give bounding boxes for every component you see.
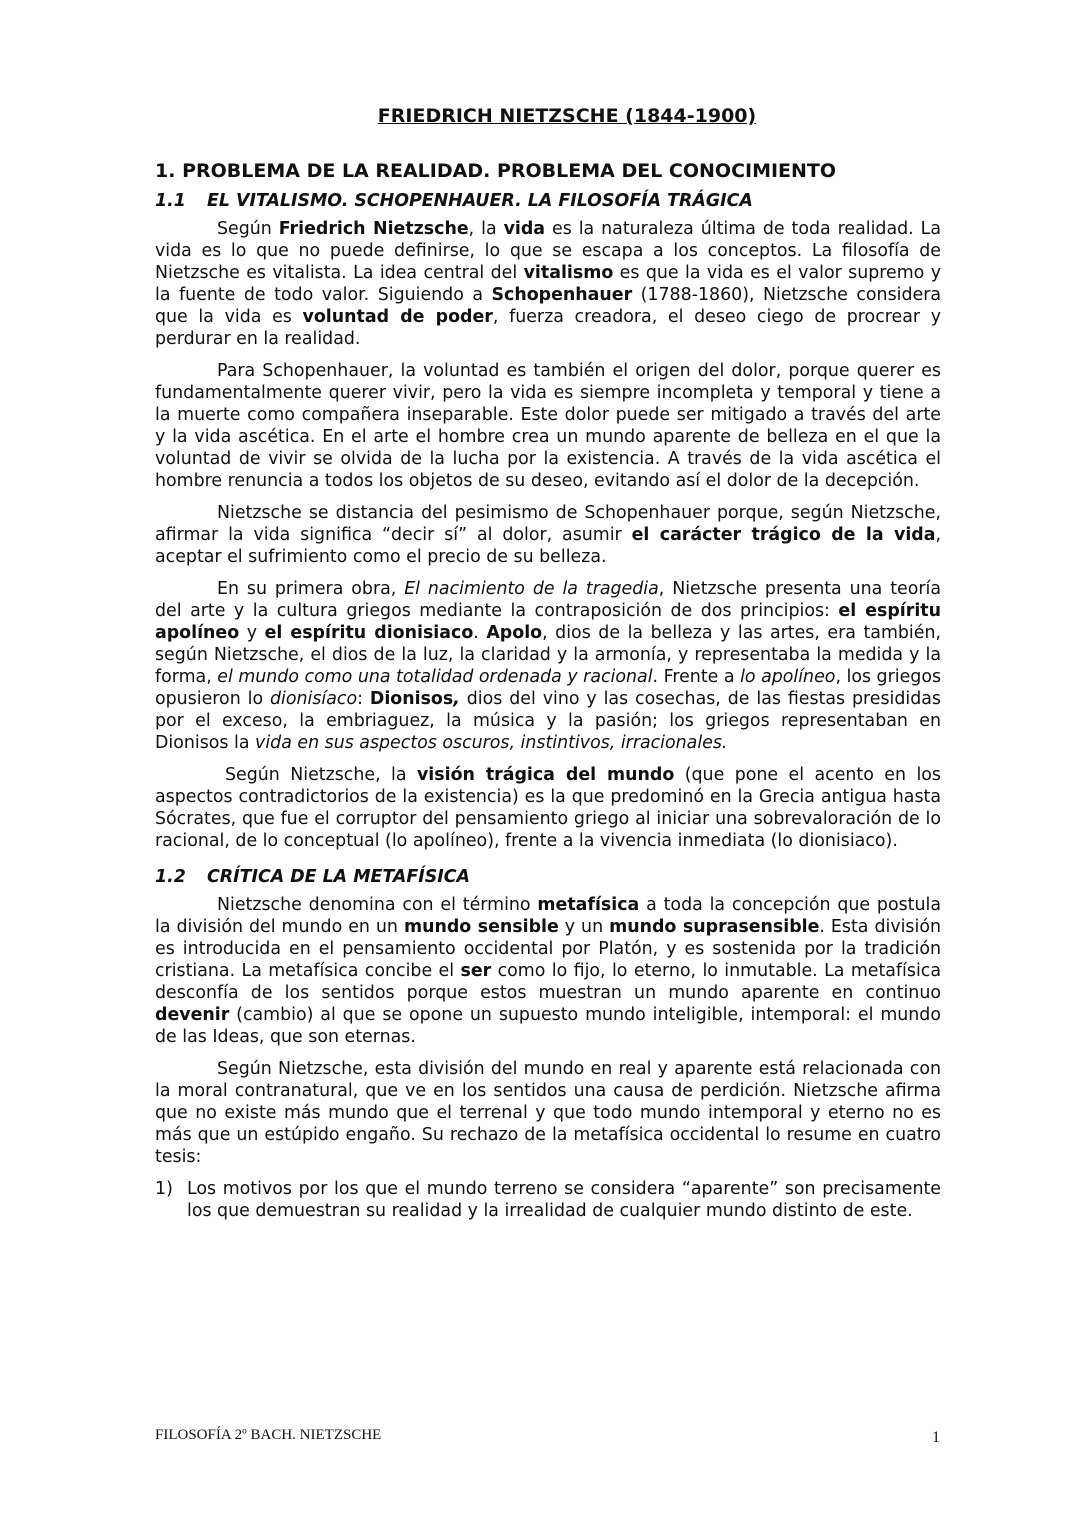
- emphasis-text: el carácter trágico de la vida: [631, 525, 936, 545]
- paragraph: [155, 360, 941, 492]
- subsection-label: CRÍTICA DE LA METAFÍSICA: [207, 867, 470, 887]
- text-run: , la: [468, 219, 504, 239]
- text-run: .: [473, 623, 487, 643]
- list-marker: 1): [155, 1179, 173, 1199]
- emphasis-text: Schopenhauer: [491, 285, 633, 305]
- text-run: , los griegos opusieron lo: [155, 667, 942, 709]
- text-run: , fuerza creadora, el deseo ciego de procrear y perdurar en la realidad.: [155, 307, 941, 349]
- paragraph: [155, 1058, 941, 1168]
- text-run: Nietzsche denomina con el término: [217, 895, 538, 915]
- text-run: Según: [217, 219, 279, 239]
- list-item-text: Los motivos por los que el mundo terreno se considera “aparente” son precisamente los que demuestran su realidad y la irrealidad de cualquier mundo distinto de este.: [187, 1179, 941, 1221]
- emphasis-text: devenir: [155, 1005, 230, 1025]
- text-run: (1788-1860), Nietzsche considera que la vida es: [155, 285, 942, 327]
- text-run: (cambio) al que se opone un supuesto mundo inteligible, intemporal: el mundo de las Ideas, que son eternas.: [155, 1005, 941, 1047]
- text-run: . Frente a: [652, 667, 741, 687]
- subsection-number: 1.1: [155, 191, 186, 211]
- document-body: [155, 104, 941, 1222]
- text-run: a toda la concepción que postula la división del mundo en un: [155, 895, 942, 937]
- emphasis-text: el mundo como una totalidad ordenada y racional: [217, 667, 653, 687]
- emphasis-text: el espíritu dionisiaco: [264, 623, 474, 643]
- page-title: FRIEDRICH NIETZSCHE (1844-1900): [377, 105, 757, 127]
- emphasis-text: voluntad de poder: [302, 307, 493, 327]
- paragraph: [155, 764, 941, 852]
- emphasis-text: ,: [453, 689, 460, 709]
- page-number: 1: [932, 1429, 940, 1446]
- paragraph: [155, 894, 941, 1048]
- footer-label: FILOSOFÍA 2º BACH. NIETZSCHE: [155, 1427, 382, 1443]
- text-run: Para Schopenhauer, la voluntad es también el origen del dolor, porque querer es fundamentalmente querer vivir, pero la vida es siempre incompleta y temporal y tiene a la muerte como compañera inseparable. Este dolor puede ser mitigado a través del arte y la vida ascética. En el arte el hombre crea un mundo aparente de belleza en el que la voluntad de vivir se olvida de la lucha por la existencia. A través de la vida ascética el hombre renuncia a todos los objetos de su deseo, evitando así el dolor de la decepción.: [155, 361, 941, 491]
- emphasis-text: lo apolíneo: [740, 667, 836, 687]
- emphasis-text: vida en sus aspectos oscuros, instintivos, irracionales.: [255, 733, 728, 753]
- text-run: , Nietzsche presenta una teoría del arte y la cultura griegos mediante la contraposición de dos principios:: [155, 579, 941, 621]
- text-run: , aceptar el sufrimiento como el precio de su belleza.: [155, 525, 941, 567]
- emphasis-text: Apolo: [486, 623, 543, 643]
- emphasis-text: el espíritu apolíneo: [155, 601, 941, 643]
- emphasis-text: Dionisos: [369, 689, 454, 709]
- text-run: es que la vida es el valor supremo y la fuente de todo valor. Siguiendo a: [155, 263, 942, 305]
- section-label: PROBLEMA DE LA REALIDAD. PROBLEMA DEL CONOCIMIENTO: [182, 160, 837, 182]
- text-run: En su primera obra,: [217, 579, 405, 599]
- paragraph: [155, 218, 941, 350]
- list-item: [155, 1178, 941, 1222]
- text-run: Según Nietzsche, la: [225, 765, 417, 785]
- emphasis-text: Friedrich Nietzsche: [278, 219, 469, 239]
- paragraph: [155, 578, 941, 754]
- text-run: y un: [558, 917, 610, 937]
- text-run: (que pone el acento en los aspectos contradictorios de la existencia) es la que predominó en la Grecia antigua hasta Sócrates, que fue el corruptor del pensamiento griego al iniciar una sobrevaloración de lo racional, de lo conceptual (lo apolíneo), frente a la vivencia inmediata (lo dionisiaco).: [155, 765, 941, 851]
- text-run: dios del vino y las cosechas, de las fiestas presididas por el exceso, la embriaguez, la música y la pasión; los griegos representaban en Dionisos la: [155, 689, 941, 753]
- text-run: :: [357, 689, 370, 709]
- subsection-heading-1-1: [155, 190, 941, 212]
- text-run: . Esta división es introducida en el pensamiento occidental por Platón, y es sostenida por la tradición cristiana. La metafísica concibe el: [155, 917, 941, 981]
- emphasis-text: ser: [460, 961, 492, 981]
- emphasis-text: dionisíaco: [270, 689, 358, 709]
- text-run: es la naturaleza última de toda realidad. La vida es lo que no puede definirse, lo que se escapa a los conceptos. La filosofía de Nietzsche es vitalista. La idea central del: [155, 219, 941, 283]
- emphasis-text: mundo suprasensible: [609, 917, 820, 937]
- emphasis-text: visión trágica del mundo: [416, 765, 675, 785]
- paragraph: [155, 502, 941, 568]
- text-run: Según Nietzsche, esta división del mundo en real y aparente está relacionada con la moral contranatural, que ve en los sentidos una causa de perdición. Nietzsche afirma que no existe más mundo que el terrenal y que todo mundo intemporal y eterno no es más que un estúpido engaño. Su rechazo de la metafísica occidental lo resume en cuatro tesis:: [155, 1059, 941, 1167]
- section-heading-1: [155, 159, 941, 183]
- section-number: 1.: [155, 160, 176, 182]
- emphasis-text: vida: [503, 219, 546, 239]
- emphasis-text: mundo sensible: [403, 917, 559, 937]
- text-run: Nietzsche se distancia del pesimismo de Schopenhauer porque, según Nietzsche, afirmar la vida significa “decir sí” al dolor, asumir: [155, 503, 941, 545]
- emphasis-text: vitalismo: [523, 263, 614, 283]
- subsection-label: EL VITALISMO. SCHOPENHAUER. LA FILOSOFÍA TRÁGICA: [207, 191, 753, 211]
- text-run: como lo fijo, lo eterno, lo inmutable. La metafísica desconfía de los sentidos porque estos muestran un mundo aparente en continuo: [155, 961, 941, 1003]
- text-run: , dios de la belleza y las artes, era también, según Nietzsche, el dios de la luz, la claridad y la armonía, y representaba la medida y la forma,: [155, 623, 941, 687]
- emphasis-text: metafísica: [537, 895, 640, 915]
- subsection-heading-1-2: [155, 866, 941, 888]
- emphasis-text: El nacimiento de la tragedia: [404, 579, 659, 599]
- text-run: y: [239, 623, 265, 643]
- subsection-number: 1.2: [155, 867, 186, 887]
